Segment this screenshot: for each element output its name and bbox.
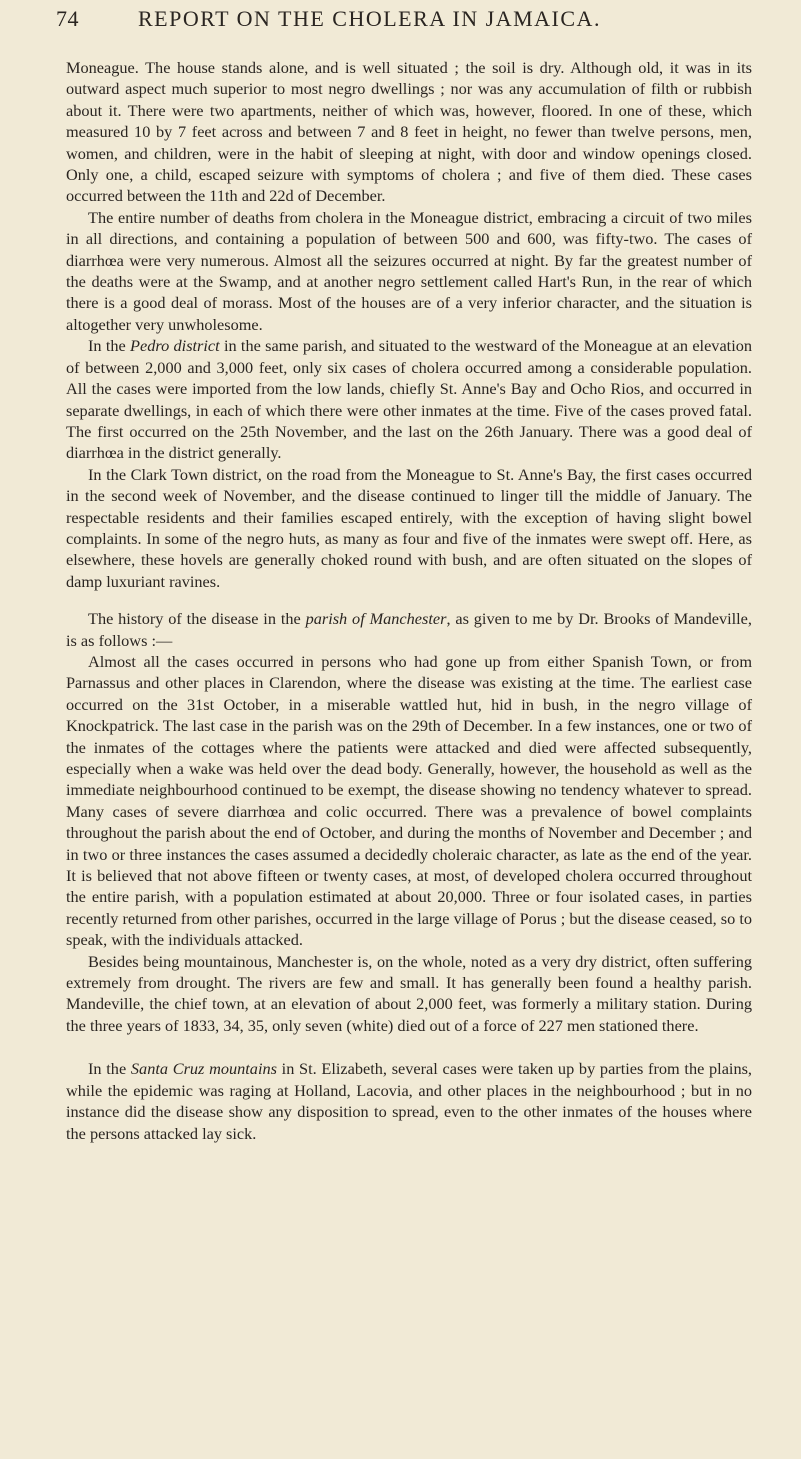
- pedro-body: in the same parish, and situated to the westward of the Moneague at an elevation of between 2,000 and 3,000 feet, only six cases of cholera occurred among a considerable population. All the cases were imported from the low lands, chiefly St. Anne's Bay and Ocho Rios, and occurred in separate dwellings, in each of which there were other inmates at the time. Five of the cases proved fatal. The first occurred on the 25th November, and the last on the 26th January. There was a good deal of diarrhœa in the district generally.: [66, 336, 753, 463]
- manchester-intro-tail: , as given to me by Dr. Brooks of Mandeville, is as follows :—: [66, 609, 752, 650]
- paragraph-santa-cruz: [66, 1058, 752, 1144]
- page-number: 74: [56, 6, 79, 31]
- paragraph-clark-town: In the Clark Town district, on the road from the Moneague to St. Anne's Bay, the first cases occurred in the second week of November, and the disease continued to linger till the middle of January. The respectable residents and their families escaped entirely, with the exception of having slight bowel complaints. In some of the negro huts, as many as four and five of the inmates were swept off. Here, as elsewhere, these hovels are generally choked round with bush, and are often situated on the slopes of damp luxuriant ravines.: [66, 464, 752, 591]
- running-title: REPORT ON THE CHOLERA IN JAMAICA.: [138, 6, 601, 31]
- body-text: [66, 57, 752, 1144]
- pedro-district-name: Pedro district: [130, 336, 220, 356]
- page-header: [56, 6, 756, 46]
- paragraph-manchester-intro: [66, 608, 752, 651]
- paragraph-moneague-deaths: The entire number of deaths from cholera in the Moneague district, embracing a circuit of two miles in all directions, and containing a population of between 500 and 600, was fifty-two. The cases of diarrhœa were very numerous. Almost all the seizures occurred at night. By far the greatest number of the deaths were at the Swamp, and at another negro settlement called Hart's Run, in the rear of which there is a good deal of morass. Most of the houses are of a very inferior character, and the situation is altogether very unwholesome.: [66, 207, 752, 334]
- pedro-lead: In the: [88, 336, 131, 356]
- paragraph-manchester-cases: Almost all the cases occurred in persons who had gone up from either Spanish Town, or from Parnassus and other places in Clarendon, where the disease was existing at the time. The earliest case occurred on the 31st October, in a miserable wattled hut, hid in bush, in the negro village of Knockpatrick. The last case in the parish was on the 29th of December. In a few instances, one or two of the inmates of the cottages where the patients were attacked and died were affected subsequently, especially when a wake was held over the dead body. Generally, however, the household as well as the immediate neighbourhood continued to be exempt, the disease showing no tendency whatever to spread. Many cases of severe diarrhœa and colic occurred. There was a prevalence of bowel complaints throughout the parish about the end of October, and during the months of November and December ; and in two or three instances the cases assumed a decidedly choleraic character, as late as the end of the year. It is believed that not above fifteen or twenty cases, at most, of developed cholera occurred throughout the entire parish, with a population estimated at about 20,000. Three or four isolated cases, in parties recently returned from other parishes, occurred in the large village of Porus ; but the disease ceased, so to speak, with the individuals attacked.: [66, 651, 752, 950]
- paragraph-manchester-geography: Besides being mountainous, Manchester is, on the whole, noted as a very dry district, often suffering extremely from drought. The rivers are few and small. It has generally been found a healthy parish. Mandeville, the chief town, at an elevation of about 2,000 feet, was formerly a military station. During the three years of 1833, 34, 35, only seven (white) died out of a force of 227 men stationed there.: [66, 951, 752, 1035]
- santa-cruz-name: Santa Cruz mountains: [130, 1059, 277, 1079]
- paragraph-pedro-district: [66, 335, 752, 463]
- manchester-parish-name: parish of Manchester: [305, 609, 447, 629]
- santa-cruz-body: in St. Elizabeth, several cases were taken up by parties from the plains, while the epidemic was raging at Holland, Lacovia, and other places in the neighbourhood ; but in no instance did the disease show any disposition to spread, even to the other inmates of the houses where the persons attacked lay sick.: [66, 1059, 753, 1143]
- paragraph-moneague-house: Moneague. The house stands alone, and is well situated ; the soil is dry. Although old, it was in its outward aspect much superior to most negro dwellings ; nor was any accumulation of filth or rubbish about it. There were two apartments, neither of which was, however, floored. In one of these, which measured 10 by 7 feet across and between 7 and 8 feet in height, no fewer than twelve persons, men, women, and children, were in the habit of sleeping at night, with door and window openings closed. Only one, a child, escaped seizure with symptoms of cholera ; and five of them died. These cases occurred between the 11th and 22d of December.: [66, 58, 752, 206]
- manchester-lead: The history of the disease in the: [88, 609, 306, 629]
- santa-cruz-lead: In the: [88, 1059, 131, 1079]
